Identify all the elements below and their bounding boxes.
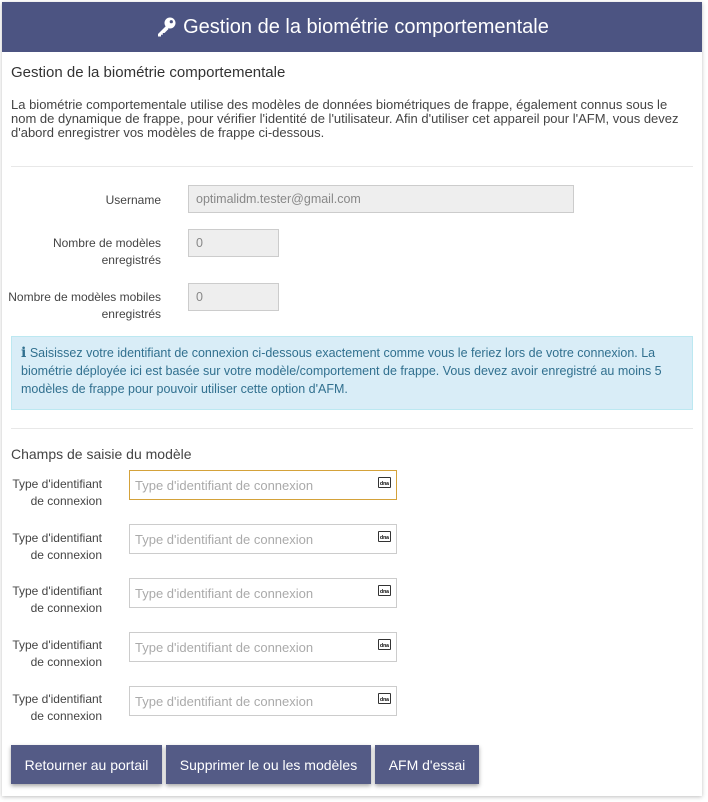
biometrics-panel — [2, 2, 702, 796]
template-input-5[interactable] — [129, 686, 397, 716]
dna-icon: dna — [378, 477, 391, 488]
info-alert — [11, 336, 693, 410]
template-label: Type d'identifiant de connexion — [12, 584, 102, 615]
template-label: Type d'identifiant de connexion — [12, 477, 102, 508]
input-placeholder: Type d'identifiant de connexion — [135, 531, 314, 547]
mobile-models-count-label: Nombre de modèles mobiles enregistrés — [8, 290, 161, 321]
header-title: Gestion de la biométrie comportementale — [183, 15, 549, 38]
mobile-models-count-field: 0 — [188, 283, 279, 311]
template-title: Champs de saisie du modèle — [11, 446, 192, 462]
template-label: Type d'identifiant de connexion — [12, 531, 102, 562]
dna-icon: dna — [378, 531, 391, 542]
template-label: Type d'identifiant de connexion — [12, 692, 102, 723]
delete-models-button[interactable]: Supprimer le ou les modèles — [166, 745, 371, 784]
section-title: Gestion de la biométrie comportementale — [11, 64, 286, 81]
input-placeholder: Type d'identifiant de connexion — [135, 639, 314, 655]
info-icon: i — [21, 345, 27, 361]
dna-icon: dna — [378, 693, 391, 704]
template-input-3[interactable] — [129, 578, 397, 608]
info-text: Saisissez votre identifiant de connexion ci-dessous exactement comme vous le feriez lors de votre connexion. La biométrie déployée ici est basée sur votre modèle/comportement de frappe. Vous devez avoir enregistré au moins 5 modèles de frappe pour pouvoir utiliser cette option d'AFM. — [21, 346, 662, 396]
input-placeholder: Type d'identifiant de connexion — [135, 693, 314, 709]
template-label: Type d'identifiant de connexion — [12, 638, 102, 669]
divider — [11, 166, 693, 167]
divider — [11, 428, 693, 429]
back-to-portal-button[interactable]: Retourner au portail — [11, 745, 162, 784]
dna-icon: dna — [378, 585, 391, 596]
test-mfa-button[interactable]: AFM d'essai — [375, 745, 479, 784]
input-placeholder: Type d'identifiant de connexion — [135, 585, 314, 601]
template-input-2[interactable] — [129, 524, 397, 554]
username-field: optimalidm.tester@gmail.com — [188, 185, 574, 213]
description-text: La biométrie comportementale utilise des modèles de données biométriques de frappe, également connus sous le nom de dynamique de frappe, pour vérifier l'identité de l'utilisateur. Afin d'utiliser cet appareil pour l'AFM, vous devez d'abord enregistrer vos modèles de frappe ci-dessous. — [11, 97, 679, 140]
models-count-label: Nombre de modèles enregistrés — [52, 236, 161, 267]
template-input-1[interactable] — [129, 470, 397, 500]
template-input-4[interactable] — [129, 632, 397, 662]
username-label: Username — [105, 193, 161, 207]
models-count-field: 0 — [188, 229, 279, 257]
input-placeholder: Type d'identifiant de connexion — [135, 477, 314, 493]
header-bar — [2, 2, 702, 52]
key-icon — [155, 16, 177, 38]
dna-icon: dna — [378, 639, 391, 650]
